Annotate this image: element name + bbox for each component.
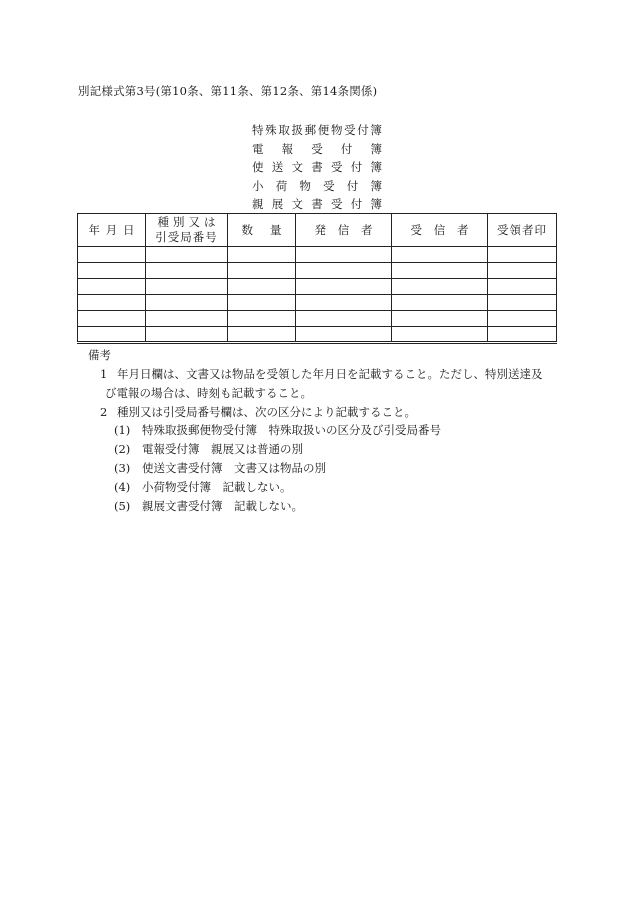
title-line-parcel: 小 荷 物 受 付 簿 <box>252 178 382 193</box>
table-cell[interactable] <box>296 295 392 311</box>
table-cell[interactable] <box>392 295 488 311</box>
table-cell[interactable] <box>488 327 557 343</box>
title-line-confidential: 親 展 文 書 受 付 簿 <box>252 197 382 212</box>
remark-item-2: 2 種別又は引受局番号欄は、次の区分により記載すること。 <box>100 404 416 419</box>
table-cell[interactable] <box>146 279 228 295</box>
remarks-title: 備考 <box>88 348 111 362</box>
header-type: 種 別 又 は 引受局番号 <box>146 214 228 247</box>
remark-item-1: 1 年月日欄は、文書又は物品を受領した年月日を記載すること。ただし、特別送達及 <box>100 367 543 381</box>
table-cell[interactable] <box>392 311 488 327</box>
remark-item-1-continued: び電報の場合は、時刻も記載すること。 <box>105 385 312 400</box>
form-heading: 別記様式第3号(第10条、第11条、第12条、第14条関係) <box>78 84 378 98</box>
table-row <box>78 279 557 295</box>
remarks-section <box>88 346 558 515</box>
table-header-row <box>78 214 557 247</box>
table-cell[interactable] <box>488 311 557 327</box>
header-recipient-seal: 受領者印 <box>488 214 557 247</box>
header-quantity: 数 量 <box>228 214 296 247</box>
header-sender: 発 信 者 <box>296 214 392 247</box>
title-line-telegram: 電 報 受 付 簿 <box>252 141 382 156</box>
table-cell[interactable] <box>488 247 557 263</box>
table-cell[interactable] <box>488 279 557 295</box>
table-row <box>78 311 557 327</box>
table-cell[interactable] <box>296 263 392 279</box>
table-cell[interactable] <box>392 247 488 263</box>
table-cell[interactable] <box>78 279 146 295</box>
table-cell[interactable] <box>296 311 392 327</box>
header-receiver: 受 信 者 <box>392 214 488 247</box>
title-line-courier-docs: 使 送 文 書 受 付 簿 <box>252 160 382 175</box>
table-cell[interactable] <box>78 247 146 263</box>
table-cell[interactable] <box>296 279 392 295</box>
remark-subitem: (3) 使送文書受付簿 文書又は物品の別 <box>114 460 326 475</box>
table-cell[interactable] <box>146 247 228 263</box>
table-cell[interactable] <box>146 295 228 311</box>
table-row <box>78 247 557 263</box>
remark-subitem: (2) 電報受付簿 親展又は普通の別 <box>114 442 303 457</box>
table-cell[interactable] <box>228 327 296 343</box>
table-cell[interactable] <box>488 263 557 279</box>
remark-subitem: (1) 特殊取扱郵便物受付簿 特殊取扱いの区分及び引受局番号 <box>114 423 441 438</box>
table-cell[interactable] <box>146 311 228 327</box>
table-cell[interactable] <box>228 263 296 279</box>
table-cell[interactable] <box>392 327 488 343</box>
table-cell[interactable] <box>228 279 296 295</box>
table-cell[interactable] <box>228 295 296 311</box>
table-cell[interactable] <box>228 247 296 263</box>
table-cell[interactable] <box>78 263 146 279</box>
table-cell[interactable] <box>78 295 146 311</box>
remark-subitem: (5) 親展文書受付簿 記載しない。 <box>114 498 303 513</box>
table-row <box>78 263 557 279</box>
table-cell[interactable] <box>296 247 392 263</box>
table-cell[interactable] <box>296 327 392 343</box>
table-cell[interactable] <box>392 263 488 279</box>
table-cell[interactable] <box>146 327 228 343</box>
table-cell[interactable] <box>78 327 146 343</box>
title-line-special-mail: 特 殊 取 扱 郵 便 物 受 付 簿 <box>252 123 382 137</box>
ledger-table <box>77 213 557 344</box>
remark-subitem: (4) 小荷物受付簿 記載しない。 <box>114 479 292 494</box>
table-row <box>78 327 557 343</box>
table-row <box>78 295 557 311</box>
table-cell[interactable] <box>488 295 557 311</box>
table-cell[interactable] <box>146 263 228 279</box>
ledger-titles <box>252 121 382 214</box>
table-cell[interactable] <box>228 311 296 327</box>
table-cell[interactable] <box>392 279 488 295</box>
header-date: 年 月 日 <box>78 214 146 247</box>
table-cell[interactable] <box>78 311 146 327</box>
